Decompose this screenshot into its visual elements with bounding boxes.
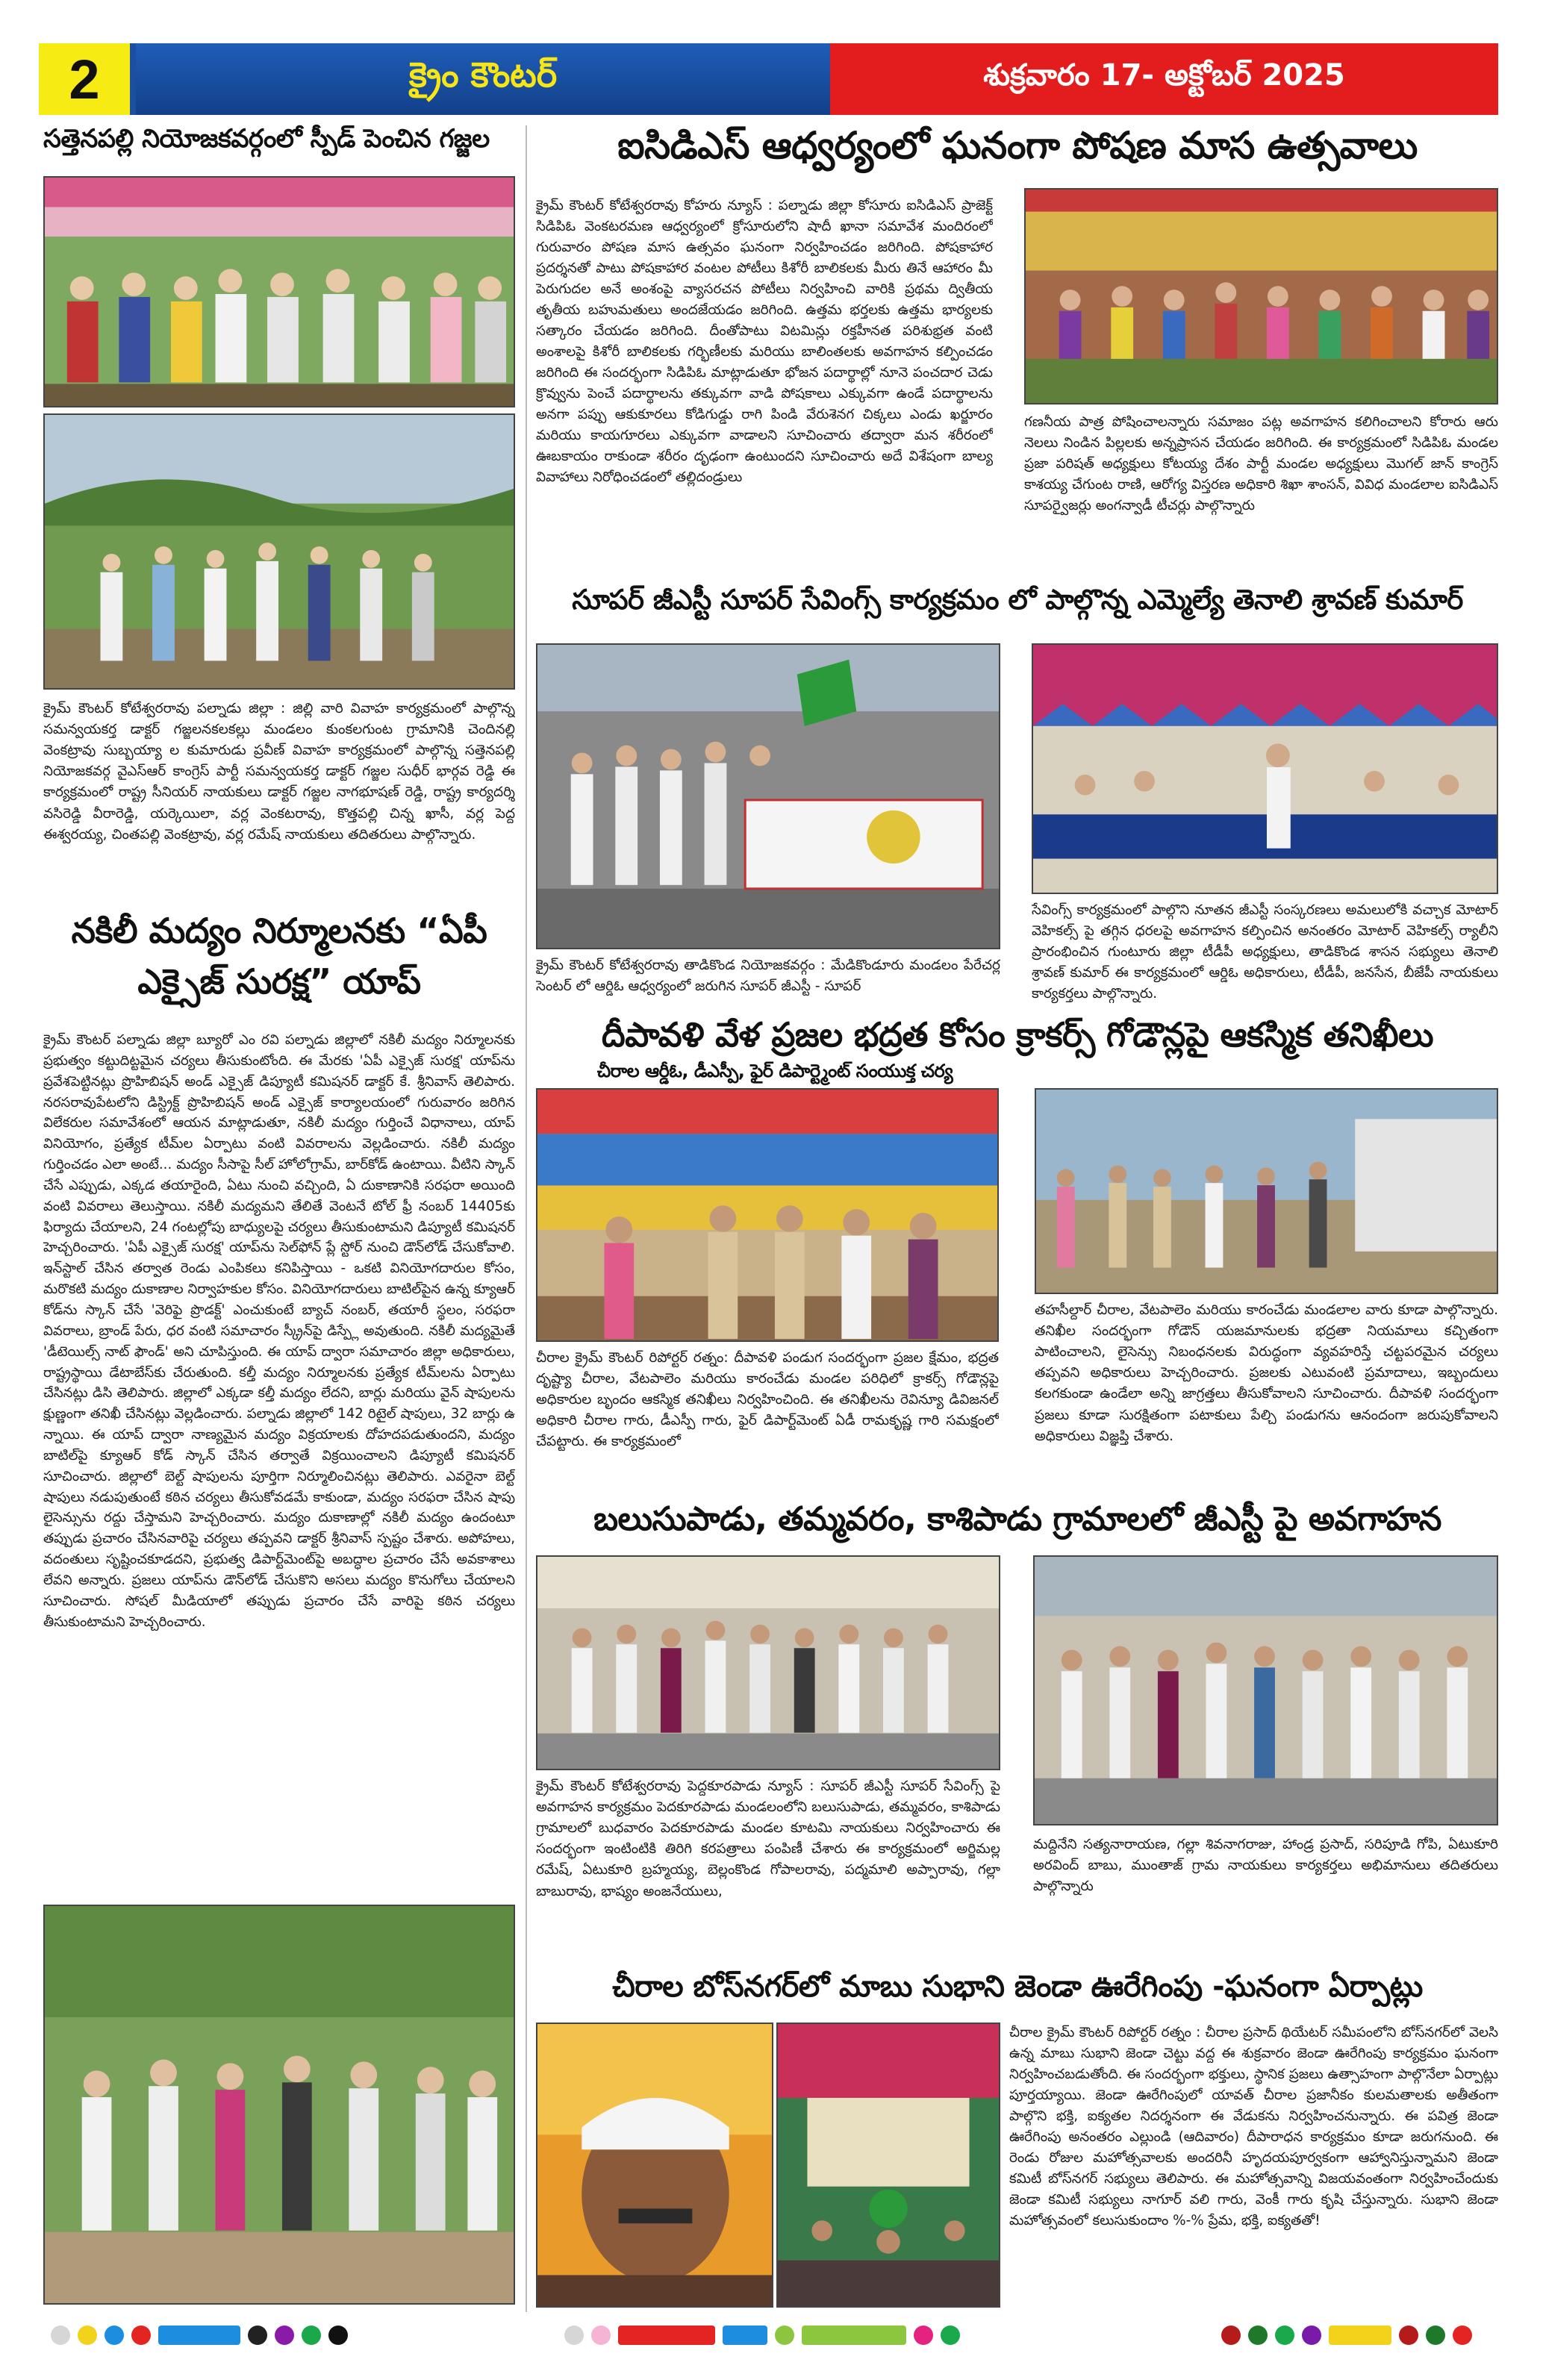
speed-article-text: క్రైమ్ కౌంటర్ కోటేశ్వరరావు పల్నాడు జిల్లా : జిల్లి వారి వివాహ కార్యక్రమంలో పాల్గొన్న సమన్వయకర్త డాక్టర్ గజ్జలనకలకల్లు మండలం కుంకలగుంట గ్రామానికి చెందినల్లి వెంకట్రావు సుబ్బయ్యా ల కుమారుడు ప్రవీణ్ వివాహ కార్యక్రమంలో పాల్గొన్న సత్తెనపల్లి నియోజకవర్గ వైఎస్ఆర్ కాంగ్రెస్ పార్టీ సమన్వయకర్త డాక్టర్ గజ్జల సుధీర్ భార్గవ రెడ్డి ఈ కార్యక్రమంలో రాష్ట్ర సీనియర్ నాయకులు డాక్టర్ గజ్జల నాగభూషణ్ రెడ్డి, రాష్ట్ర కార్యదర్శి వసిరెడ్డి వీరారెడ్డి, యర్కెయిలా, వర్ల వెంకటరావు, కొత్తపల్లి చిన్న ఖాసీ, వర్ల పెద్ద ఈశ్వరయ్య, చింతపల్లి వెంకట్రావు, వర్ల రమేష్ నాయకులు తదితరులు పాల్గొన్నారు. xyxy=(43,701,515,843)
footer-bar xyxy=(802,2326,906,2345)
poshana-article-text-right: గణనీయ పాత్ర పోషించాలన్నారు సమాజం పట్ల అవగాహన కలిగించాలని కోరారు ఆరు నెలలు నిండిన పిల్లలకు అన్నప్రాసన చేయడం జరిగింది. ఈ కార్యక్రమంలో సిడిపిఓ మండల ప్రజా పరిషత్ అధ్యక్షులు కోటయ్య దేశం పార్టీ మండల అధ్యక్షులు మొగల్ జాన్ కాంగ్రెస్ కాశయ్య చేగుంట రాణి, ఆరోగ్య విస్తరణ అధికారి శిఖా శాంసన్, వివిధ మండలాల ఐసిడిఎస్ సూపర్వైజర్లు అంగన్వాడీ టీచర్లు పాల్గొన్నారు xyxy=(1024,414,1498,513)
footer-bar xyxy=(618,2326,715,2345)
excise-article-text: క్రైమ్ కౌంటర్ పల్నాడు జిల్లా బ్యూరో ఎం రవి పల్నాడు జిల్లాలో నకిలీ మద్యం నిర్మూలనకు ప్రభుత్వం కట్టుదిట్టమైన చర్యలు తీసుకుంటోంది. ఈ మేరకు 'ఏపీ ఎక్సైజ్ సురక్ష' యాప్‌ను ప్రవేశపెట్టినట్లు ప్రొహిబిషన్ అండ్ ఎక్సైజ్ డిప్యూటీ కమిషనర్ డాక్టర్ కే. శ్రీనివాస్ తెలిపారు. నరసరావుపేటలోని డిస్ట్రిక్ట్ ప్రొహిబిషన్ అండ్ ఎక్సైజ్ కార్యాలయంలో గురువారం జరిగిన విలేకరుల సమావేశంలో ఆయన మాట్లాడుతూ, నకిలీ మద్యం గుర్తించే విధానాలు, యాప్ వినియోగం, ప్రత్యేక టీమ్‌ల ఏర్పాటు వంటి వివరాలను వెల్లడించారు. నకిలీ మద్యం గుర్తించడం ఎలా అంటే... మద్యం సీసాపై సీల్ హోలోగ్రామ్, బార్‌కోడ్ ఉంటాయి. వీటిని స్కాన్ చేసే ఎప్పుడు, ఎక్కడ తయారైంది, ఏటు నుంచి వచ్చింది, ఏ దుకాణానికి సరఫరా అయింది వంటి వివరాలు తెలుస్తాయి. నకిలీ మద్యమని తేలితే వెంటనే టోల్ ఫ్రీ నంబర్ 14405కు ఫిర్యాదు చేయాలని, 24 గంటల్లోపు బాధ్యులపై చర్యలు తీసుకుంటామని డిప్యూటీ కమిషనర్ హెచ్చరించారు. 'ఏపీ ఎక్సైజ్ సురక్ష' యాప్‌ను సెల్‌ఫోన్ ప్లే స్టోర్ నుంచి డౌన్‌లోడ్ చేసుకోవాలి. ఇన్‌స్టాల్ చేసిన తర్వాత రెండు ఎంపికలు కనిపిస్తాయి - ఒకటి వినియోగదారుల కోసం, మరొకటి మద్యం దుకాణాల నిర్వాహకుల కోసం. వినియోగదారులు బాటిల్‌పైన ఉన్న క్యూఆర్ కోడ్‌ను స్కాన్ చేసే 'వెరిఫై ప్రొడక్ట్' ఎంచుకుంటే బ్యాచ్ నంబర్, తయారీ స్థలం, సరఫరా వివరాలు, బ్రాండ్ పేరు, ధర వంటి సమాచారం స్క్రీన్‌పై డిస్ప్లే అవుతుంది. నకిలీ మద్యమైతే 'డీటెయిల్స్ నాట్ ఫౌండ్' అని చూపిస్తుంది. ఈ యాప్ ద్వారా సమాచారం జిల్లా అధికారులు, రాష్ట్రస్థాయి డేటాబేస్‌కు చేరుతుంది. కల్తీ మద్యం నిర్మూలనకు ప్రత్యేక టీమ్‌లను ఏర్పాటు చేసినట్లు డిసి తెలిపారు. జిల్లాలో ఎక్కడా కల్తీ మద్యం లేదని, బార్లు మరియు వైన్ షాపులను క్షుణ్ణంగా తనిఖీ చేసినట్లు వెల్లడించారు. పల్నాడు జిల్లాలో 142 రిటైల్ షాపులు, 32 బార్లు ఉ న్నాయి. ఈ యాప్ ద్వారా నాణ్యమైన మద్యం విక్రయాలకు దోహదపడుతుందని, మద్యం బాటిల్‌పై క్యూఆర్ కోడ్ స్కాన్ చేసిన తర్వాతే విక్రయించాలని డిప్యూటీ కమిషనర్ సూచించారు. జిల్లాలో బెల్ట్ షాపులను పూర్తిగా నిర్మూలించినట్లు తెలిపారు. ఎవరైనా బెల్ట్ షాపులు నడుపుతుంటే కఠిన చర్యలు తీసుకోవడమే కాకుండా, మద్యం సరఫరా చేసిన షాపు లైసెన్సును రద్దు చేస్తామని హెచ్చరించారు. మద్యం దుకాణాల్లో నకిలీ మద్యం ఉందంటూ తప్పుడు ప్రచారం చేసినవారిపై చర్యలు తప్పవని డాక్టర్ శ్రీనివాస్ స్పష్టం చేశారు. అపోహలు, వదంతులు సృష్టించకూడదని, ప్రభుత్వ డిపార్ట్‌మెంట్‌పై అబద్ధాల ప్రచారం చేసే అవకాశాలు లేవని అన్నారు. ప్రజలు యాప్‌ను డౌన్‌లోడ్ చేసుకొని అసలు మద్యం కొనుగోలు చేయాలని సూచించారు. సోషల్ మీడియాలో తప్పుడు ప్రచారం చేసే వారిపై కఠిన చర్యలు తీసుకుంటామని హెచ్చరించారు. xyxy=(43,1032,515,1630)
excise-headline-line1: నకిలీ మద్యం నిర్మూలనకు “ఏపీ xyxy=(71,911,487,951)
flag-procession-photo xyxy=(776,2023,1000,2308)
crackers-text-right: తహసీల్దార్ చీరాల, వేటపాలెం మరియు కారంచేడు మండలాల వారు కూడా పాల్గొన్నారు. తనిఖీల సందర్భంగా గోడౌన్ యజమానులకు భద్రతా నియమాలు కచ్చితంగా పాటించాలని, లైసెన్సు నిబంధనలకు విరుద్ధంగా వ్యవహరిస్తే చట్టపరమైన చర్యలు తప్పవని అధికారులు హెచ్చరించారు. ప్రజలకు ఎటువంటి ప్రమాదాలు, ఇబ్బందులు కలగకుండా ఉండేలా అన్ని జాగ్రత్తలు తీసుకోవాలని సూచించారు. దీపావళి సందర్భంగా ప్రజలు కూడా సురక్షితంగా పటాకులు పేల్చి పండుగను ఆనందంగా జరుపుకోవాలని అధికారులు విజ్ఞప్తి చేశారు. xyxy=(1035,1302,1498,1444)
footer-dot xyxy=(248,2326,267,2345)
gst-super-headline: సూపర్ జీఎస్టీ సూపర్ సేవింగ్స్ కార్యక్రమం లో పాల్గొన్న ఎమ్మెల్యే తెనాలి శ్రావణ్ కుమార్ xyxy=(572,584,1463,616)
walk-procession-photo xyxy=(43,413,515,690)
poshana-headline: ఐసిడిఎస్ ఆధ్వర్యంలో ఘనంగా పోషణ మాస ఉత్సవాలు xyxy=(617,124,1418,167)
gst-meeting-photo xyxy=(1032,643,1498,894)
footer-dot xyxy=(1221,2326,1241,2345)
gst-awareness-text-left: క్రైమ్ కౌంటర్ కోటేశ్వరరావు పెద్దకూరపాడు న్యూస్ : సూపర్ జీఎస్టీ సూపర్ సేవింగ్స్ పై అవగాహన కార్యక్రమం పెదకూరపాడు మండలంలోని బలుసుపాడు, తమ్మవరం, కాశిపాడు గ్రామాలలో బుధవారం పెదకూరపాడు మండల కూటమి నాయకులు నిర్వహించారు ఈ సందర్భంగా ఇంటింటికి తిరిగి కరపత్రాలు పంపిణీ చేశారు ఈ కార్యక్రమంలో అర్జిమల్ల రమేష్, ఏటుకూరి బ్రహ్మయ్య, బెల్లంకొండ గోపాలరావు, పద్మమాలి అప్పారావు, గల్లా బాబురావు, భాష్యం అంజనేయులు, xyxy=(536,1778,1000,1899)
footer-dot xyxy=(275,2326,294,2345)
gst-rally-photo xyxy=(536,643,1000,949)
gst-awareness-photo-2 xyxy=(1033,1555,1498,1825)
gst-super-text-left: క్రైమ్ కౌంటర్ కోటేశ్వరరావు తాడికొండ నియోజకవర్గం : మేడికొండూరు మండలం పేరేచర్ల సెంటర్ లో ఆర్డిఓ ఆధ్వర్యంలో జరుగిన సూపర్ జీఎస్టీ - సూపర్ xyxy=(536,958,1000,995)
poshana-event-photo xyxy=(1024,188,1498,405)
crackers-headline: దీపావళి వేళ ప్రజల భద్రత కోసం క్రాకర్స్ గోడౌన్లపై ఆకస్మిక తనిఖీలు xyxy=(601,1015,1434,1055)
footer-dot xyxy=(1248,2326,1268,2345)
footer-dot xyxy=(328,2326,348,2345)
column-divider xyxy=(526,125,527,2312)
gst-super-text-right: సేవింగ్స్ కార్యక్రమంలో పాల్గొని నూతన జీఎస్టీ సంస్కరణలు అమలులోకి వచ్చాక మోటార్ వెహికల్స్ పై తగ్గిన ధరలపై అవగాహన కల్పించిన అనంతరం మోటార్ వెహికల్స్ ర్యాలీని ప్రారంభించిన గుంటూరు జిల్లా టీడీపీ అధ్యక్షులు, తాడికొండ శాసన సభ్యులు తెనాలి శ్రావణ్ కుమార్ ఈ కార్యక్రమంలో ఆర్డిఓ అధికారులు, టీడీపీ, జనసేన, బీజేపీ నాయకులు కార్యకర్తలు పాల్గొన్నారు. xyxy=(1032,902,1498,1002)
crackers-shop-photo xyxy=(536,1088,999,1342)
poshana-article-text-left: క్రైమ్ కౌంటర్ కోటేశ్వరరావు కోహరు న్యూస్ : పల్నాడు జిల్లా కోసూరు ఐసిడిఎస్ ప్రాజెక్ట్ సిడిపిఓ వెంకటరమణ ఆధ్వర్యంలో క్రోసూరులోని షాదీ ఖానా సమావేశ మందిరంలో గురువారం పోషణ మాస ఉత్సవం ఘనంగా నిర్వహించడం జరిగింది. పోషకాహార ప్రదర్శనతో పాటు పోషకాహార వంటల పోటీలు కిశోరీ బాలికలకు మీరు తినే ఆహారం మీ పెరుగుదల అనే అంశంపై వ్యాసరచన పోటీలు నిర్వహించి వారికి ప్రథమ ద్వితీయ తృతీయ బహుమతులు అందజేయడం జరిగింది. ఉత్తమ భర్తలకు ఉత్తమ భార్యలకు సత్కారం చేయడం జరిగింది. దీంతోపాటు విటమిన్లు రక్తహీనత పరిశుభ్రత వంటి అంశాలపై కిశోరీ బాలికలకు గర్భిణీలకు మరియు బాలింతలకు అవగాహన కల్పించడం జరిగింది ఈ సందర్భంగా సిడిపిఓ మాట్లాడుతూ భోజన పదార్థాల్లో నూనె పంచదార చెడు క్రొవ్వును పెంచే పదార్థాలను తక్కువగా వాడి పోషకాలు ఎక్కువగా ఉండే పదార్థాలను అనగా పప్పు ఆకుకూరలు కోడిగుడ్డు రాగి పిండి వేరుశెనగ చిక్కలు ఎండు ఖర్జూరం మరియు కాయగూరలు ఎక్కువగా వాడాలని సూచించారు తద్వారా మన శరీరంలో ఊబకాయం రాకుండా శరీరం దృఢంగా ఉంటుందని సూచించారు అదే విశేషంగా బాల్య వివాహాలు నిరోధించడంలో తల్లిదండ్రులు xyxy=(536,198,993,485)
footer-dot xyxy=(105,2326,124,2345)
footer-bar xyxy=(158,2326,240,2345)
paper-name: క్రైం కౌంటర్ xyxy=(408,54,558,95)
footer-dot xyxy=(1275,2326,1294,2345)
footer-dot xyxy=(914,2326,933,2345)
crackers-godown-photo xyxy=(1035,1088,1498,1294)
crackers-subhead: చీరాల ఆర్డీఓ, డీఎస్పీ, ఫైర్ డిపార్ట్మెంట్ సంయుక్త చర్య xyxy=(596,1061,953,1081)
wedding-group-photo xyxy=(43,176,515,407)
footer-dot xyxy=(1399,2326,1418,2345)
gst-awareness-photo-1 xyxy=(536,1555,1000,1770)
speed-headline: సత్తెనపల్లి నియోజకవర్గంలో స్పీడ్ పెంచిన గజ్జల xyxy=(43,124,490,154)
footer-dot xyxy=(1302,2326,1321,2345)
footer-dot xyxy=(941,2326,960,2345)
footer-dots-left xyxy=(51,2326,348,2345)
gst-awareness-headline: బలుసుపాడు, తమ్మవరం, కాశిపాడు గ్రామాలలో జీఎస్టీ పై అవగాహన xyxy=(593,1500,1441,1538)
footer-dot xyxy=(302,2326,321,2345)
footer-dot xyxy=(564,2326,584,2345)
person-portrait-photo xyxy=(536,2023,773,2308)
footer-dots-right xyxy=(1221,2326,1472,2345)
footer-dot xyxy=(131,2326,151,2345)
flag-headline: చీరాల బోస్‌నగర్‌లో మాబు సుభాని జెండా ఊరేగింపు -ఘనంగా ఏర్పాట్లు xyxy=(612,1970,1423,2004)
footer-dots-mid xyxy=(564,2326,960,2345)
footer-dot xyxy=(1426,2326,1445,2345)
footer-bar xyxy=(723,2326,767,2345)
footer-dot xyxy=(591,2326,611,2345)
footer-dot xyxy=(78,2326,97,2345)
flag-article-text: చీరాల క్రైమ్ కౌంటర్ రిపోర్టర్ రత్నం : చీరాల ప్రసాద్ థియేటర్ సమీపంలోని బోస్‌నగర్‌లో వెలసి ఉన్న మాబు సుభాని జెండా చెట్టు వద్ద ఈ శుక్రవారం జెండా ఊరేగింపు కార్యక్రమం ఘనంగా నిర్వహించబడుతోంది. ఈ సందర్భంగా భక్తులు, స్థానిక ప్రజలు ఉత్సాహంగా పాల్గొనేలా ఏర్పాట్లు పూర్తయ్యాయి. జెండా ఊరేగింపులో యావత్ చీరాల ప్రజానీకం కులమతాలకు అతీతంగా పాల్గొని భక్తి, ఐక్యతల నిదర్శనంగా ఈ వేడుకను నిర్వహించనున్నారు. ఈ పవిత్ర జెండా ఊరేగింపు అనంతరం ఎల్లుండి (ఆదివారం) దీపారాధన కార్యక్రమం కూడా జరుగనుంది. ఈ రెండు రోజుల మహోత్సవాలకు అందరినీ హృదయపూర్వకంగా ఆహ్వానిస్తున్నామని జెండా కమిటీ బోస్‌నగర్ సభ్యులు తెలిపారు. ఈ మహోత్సవాన్ని విజయవంతంగా నిర్వహించేందుకు జెండా కమిటీ సభ్యులు నాగూర్ వలి గారు, వెంకీ గారు కృషి చేస్తున్నారు. సుభాని జెండా మహోత్సవంలో కలుసుకుందాం %-% ప్రేమ, భక్తి, ఐక్యతతో! xyxy=(1009,2025,1498,2228)
masthead xyxy=(39,43,1498,115)
footer-dot xyxy=(775,2326,794,2345)
footer-dot xyxy=(1453,2326,1472,2345)
gst-awareness-text-right: మద్దినేని సత్యనారాయణ, గల్లా శివనాగరాజు, హాండ్ర ప్రసాద్, సరిపూడి గోపి, ఏటుకూరి అరవింద్ బాబు, ముంతాజ్ గ్రామ నాయకులు కార్యకర్తలు అభిమానులు తదితరులు పాల్గొన్నారు xyxy=(1033,1837,1498,1895)
footer-bar xyxy=(1329,2326,1391,2345)
crackers-text-left: చీరాల క్రైమ్ కౌంటర్ రిపోర్టర్ రత్నం: దీపావళి పండుగ సందర్భంగా ప్రజల క్షేమం, భద్రత దృష్ట్యా చీరాల, వేటపాలెం మరియు కారంచేడు మండల పరిధిలో క్రాకర్స్ గోడౌన్లపై అధికారుల బృందం ఆకస్మిక తనిఖీలు నిర్వహించింది. ఈ తనిఖీలను రెవిన్యూ డివిజనల్ అధికారి చీరాల గారు, డీఎస్పీ గారు, ఫైర్ డిపార్ట్‌మెంట్ ఏడీ రామకృష్ణ గారి సమక్షంలో చేపట్టారు. ఈ కార్యక్రమంలో xyxy=(536,1350,999,1450)
footer-dot xyxy=(51,2326,70,2345)
paper-name-band xyxy=(136,43,830,115)
excise-headline-line2: ఎక్సైజ్ సురక్ష” యాప్ xyxy=(137,961,421,1002)
date-band xyxy=(830,43,1498,115)
issue-date: శుక్రవారం 17- అక్టోబర్ 2025 xyxy=(983,58,1345,93)
page-number: 2 xyxy=(39,43,136,115)
officials-walk-photo xyxy=(43,1905,515,2305)
